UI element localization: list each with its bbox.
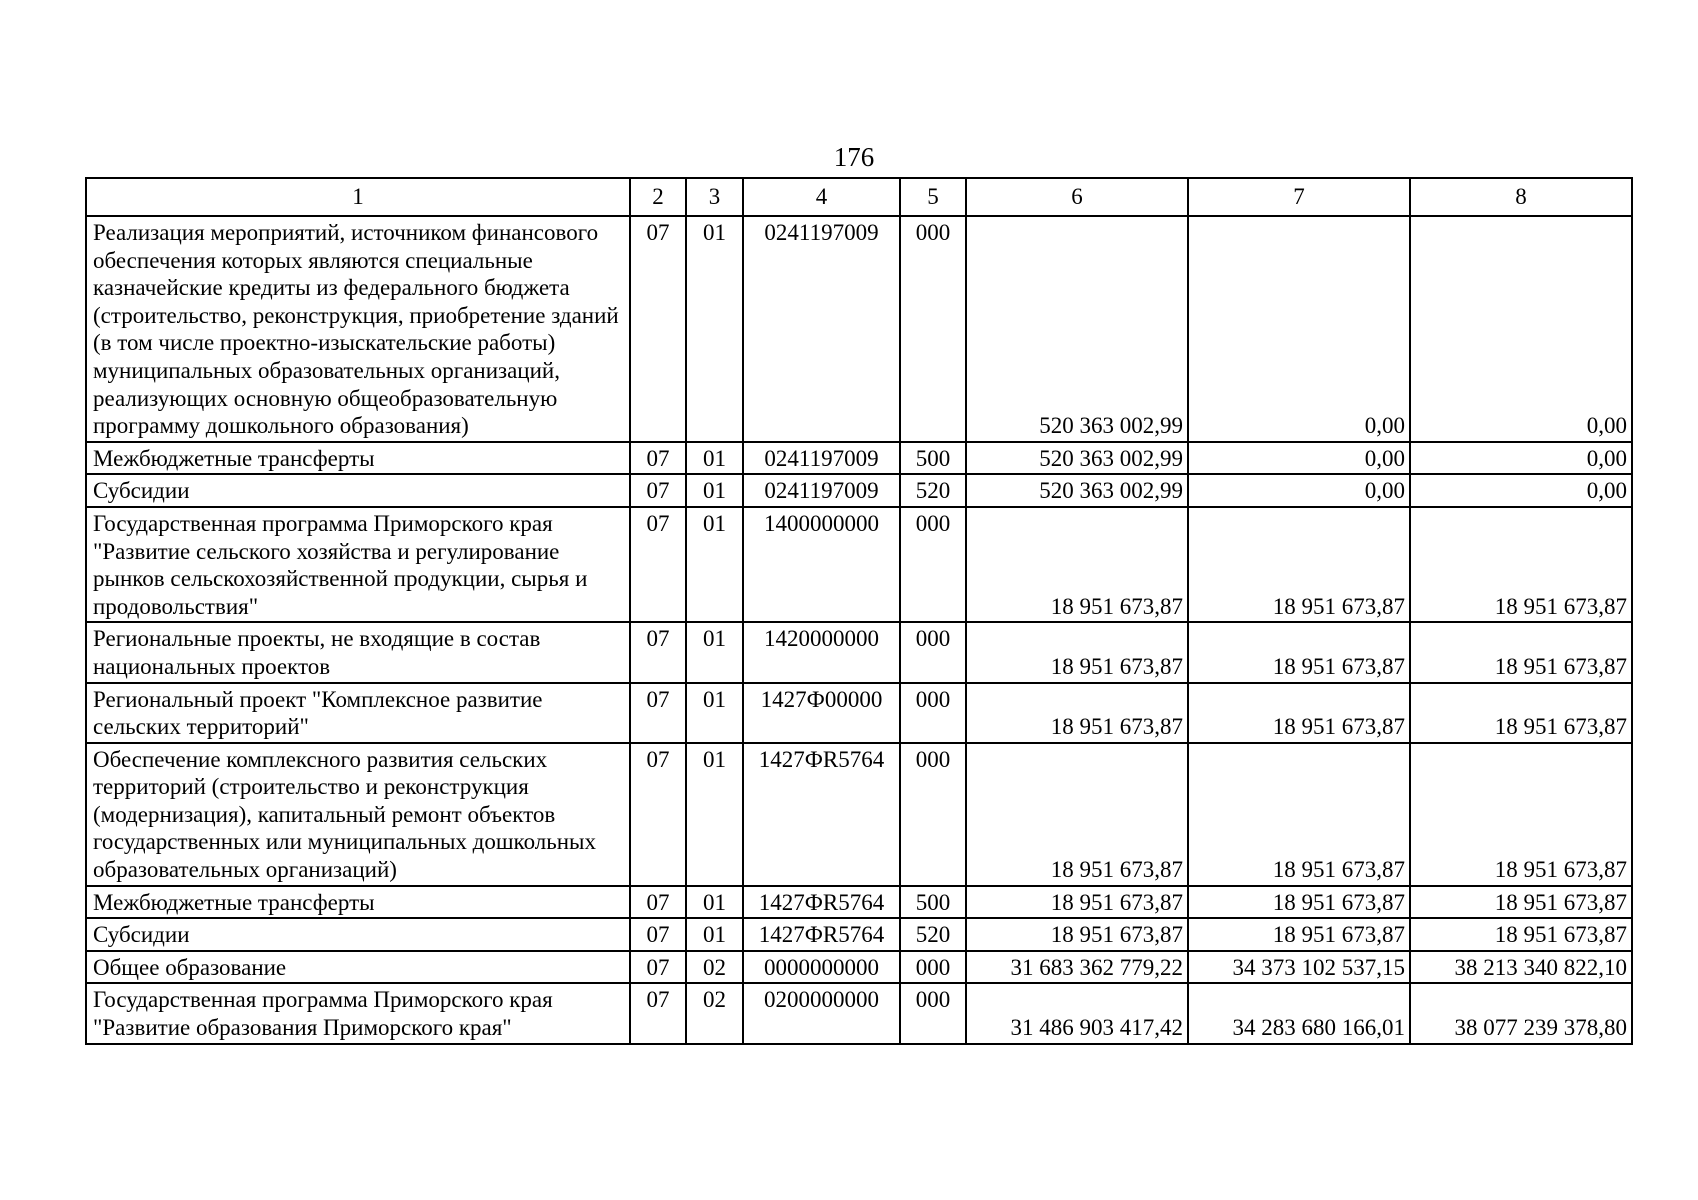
- amount-col-6-cell: 18 951 673,87: [966, 743, 1188, 886]
- table-row: [86, 507, 1632, 622]
- expense-type-code-cell: 000: [900, 683, 966, 743]
- target-article-code-cell: 1427Ф00000: [743, 683, 900, 743]
- expense-type-code-cell: 000: [900, 743, 966, 886]
- expense-type-code-cell: 000: [900, 622, 966, 682]
- row-name-cell: Государственная программа Приморского края "Развитие образования Приморского края": [86, 983, 630, 1043]
- subsection-code-cell: 01: [686, 474, 743, 507]
- table-row: [86, 983, 1632, 1043]
- amount-col-6-cell: 18 951 673,87: [966, 622, 1188, 682]
- amount-col-8-cell: 18 951 673,87: [1410, 507, 1632, 622]
- amount-col-6-cell: 520 363 002,99: [966, 216, 1188, 442]
- section-code-cell: 07: [630, 918, 686, 951]
- row-name-cell: Региональные проекты, не входящие в состав национальных проектов: [86, 622, 630, 682]
- amount-col-6-cell: 31 683 362 779,22: [966, 951, 1188, 984]
- amount-col-7-cell: 0,00: [1188, 216, 1410, 442]
- row-name-cell: Межбюджетные трансферты: [86, 886, 630, 919]
- amount-col-7-cell: 18 951 673,87: [1188, 507, 1410, 622]
- header-cell-col-5: 5: [900, 178, 966, 216]
- amount-col-6-cell: 520 363 002,99: [966, 474, 1188, 507]
- expense-type-code-cell: 000: [900, 507, 966, 622]
- subsection-code-cell: 01: [686, 442, 743, 475]
- section-code-cell: 07: [630, 886, 686, 919]
- table-row: [86, 216, 1632, 442]
- target-article-code-cell: 0000000000: [743, 951, 900, 984]
- header-cell-col-4: 4: [743, 178, 900, 216]
- amount-col-8-cell: 0,00: [1410, 442, 1632, 475]
- amount-col-6-cell: 18 951 673,87: [966, 507, 1188, 622]
- row-name-cell: Обеспечение комплексного развития сельских территорий (строительство и реконструкция (модернизация), капитальный ремонт объектов государственных или муниципальных дошкольных образовательных организаций): [86, 743, 630, 886]
- target-article-code-cell: 1427ФR5764: [743, 743, 900, 886]
- table-body: [86, 178, 1632, 1044]
- amount-col-8-cell: 18 951 673,87: [1410, 886, 1632, 919]
- table-row: [86, 918, 1632, 951]
- amount-col-7-cell: 18 951 673,87: [1188, 683, 1410, 743]
- subsection-code-cell: 01: [686, 683, 743, 743]
- section-code-cell: 07: [630, 507, 686, 622]
- subsection-code-cell: 01: [686, 507, 743, 622]
- header-row: [86, 178, 1632, 216]
- amount-col-6-cell: 18 951 673,87: [966, 683, 1188, 743]
- target-article-code-cell: 0241197009: [743, 216, 900, 442]
- amount-col-8-cell: 38 213 340 822,10: [1410, 951, 1632, 984]
- subsection-code-cell: 01: [686, 743, 743, 886]
- target-article-code-cell: 1427ФR5764: [743, 886, 900, 919]
- amount-col-7-cell: 0,00: [1188, 442, 1410, 475]
- section-code-cell: 07: [630, 622, 686, 682]
- amount-col-7-cell: 0,00: [1188, 474, 1410, 507]
- subsection-code-cell: 02: [686, 951, 743, 984]
- header-cell-col-3: 3: [686, 178, 743, 216]
- section-code-cell: 07: [630, 983, 686, 1043]
- amount-col-7-cell: 34 373 102 537,15: [1188, 951, 1410, 984]
- target-article-code-cell: 0241197009: [743, 474, 900, 507]
- subsection-code-cell: 01: [686, 886, 743, 919]
- target-article-code-cell: 0241197009: [743, 442, 900, 475]
- table-row: [86, 886, 1632, 919]
- section-code-cell: 07: [630, 216, 686, 442]
- section-code-cell: 07: [630, 743, 686, 886]
- table-row: [86, 743, 1632, 886]
- section-code-cell: 07: [630, 683, 686, 743]
- subsection-code-cell: 02: [686, 983, 743, 1043]
- row-name-cell: Общее образование: [86, 951, 630, 984]
- amount-col-6-cell: 18 951 673,87: [966, 918, 1188, 951]
- expense-type-code-cell: 500: [900, 442, 966, 475]
- section-code-cell: 07: [630, 474, 686, 507]
- table-row: [86, 442, 1632, 475]
- amount-col-7-cell: 18 951 673,87: [1188, 918, 1410, 951]
- amount-col-8-cell: 18 951 673,87: [1410, 622, 1632, 682]
- expense-type-code-cell: 520: [900, 918, 966, 951]
- amount-col-8-cell: 18 951 673,87: [1410, 918, 1632, 951]
- target-article-code-cell: 0200000000: [743, 983, 900, 1043]
- expense-type-code-cell: 520: [900, 474, 966, 507]
- expense-type-code-cell: 000: [900, 216, 966, 442]
- expense-type-code-cell: 000: [900, 951, 966, 984]
- expense-type-code-cell: 000: [900, 983, 966, 1043]
- amount-col-6-cell: 18 951 673,87: [966, 886, 1188, 919]
- amount-col-8-cell: 0,00: [1410, 216, 1632, 442]
- table-row: [86, 622, 1632, 682]
- header-cell-col-7: 7: [1188, 178, 1410, 216]
- target-article-code-cell: 1427ФR5764: [743, 918, 900, 951]
- amount-col-8-cell: 38 077 239 378,80: [1410, 983, 1632, 1043]
- amount-col-6-cell: 31 486 903 417,42: [966, 983, 1188, 1043]
- row-name-cell: Государственная программа Приморского края "Развитие сельского хозяйства и регулирование рынков сельскохозяйственной продукции, сырья и продовольствия": [86, 507, 630, 622]
- section-code-cell: 07: [630, 951, 686, 984]
- amount-col-8-cell: 18 951 673,87: [1410, 683, 1632, 743]
- row-name-cell: Реализация мероприятий, источником финансового обеспечения которых являются специальные казначейские кредиты из федерального бюджета (строительство, реконструкция, приобретение зданий (в том числе проектно-изыскательские работы) муниципальных образовательных организаций, реализующих основную общеобразовательную программу дошкольного образования): [86, 216, 630, 442]
- subsection-code-cell: 01: [686, 918, 743, 951]
- table-row: [86, 474, 1632, 507]
- subsection-code-cell: 01: [686, 216, 743, 442]
- amount-col-8-cell: 0,00: [1410, 474, 1632, 507]
- row-name-cell: Региональный проект "Комплексное развитие сельских территорий": [86, 683, 630, 743]
- amount-col-6-cell: 520 363 002,99: [966, 442, 1188, 475]
- row-name-cell: Субсидии: [86, 918, 630, 951]
- expense-type-code-cell: 500: [900, 886, 966, 919]
- budget-table: [85, 177, 1633, 1045]
- header-cell-col-2: 2: [630, 178, 686, 216]
- target-article-code-cell: 1420000000: [743, 622, 900, 682]
- page-number: 176: [833, 142, 875, 172]
- amount-col-7-cell: 18 951 673,87: [1188, 622, 1410, 682]
- row-name-cell: Субсидии: [86, 474, 630, 507]
- table-row: [86, 951, 1632, 984]
- header-cell-col-1: 1: [86, 178, 630, 216]
- amount-col-8-cell: 18 951 673,87: [1410, 743, 1632, 886]
- header-cell-col-8: 8: [1410, 178, 1632, 216]
- amount-col-7-cell: 34 283 680 166,01: [1188, 983, 1410, 1043]
- row-name-cell: Межбюджетные трансферты: [86, 442, 630, 475]
- header-cell-col-6: 6: [966, 178, 1188, 216]
- amount-col-7-cell: 18 951 673,87: [1188, 886, 1410, 919]
- table-row: [86, 683, 1632, 743]
- amount-col-7-cell: 18 951 673,87: [1188, 743, 1410, 886]
- subsection-code-cell: 01: [686, 622, 743, 682]
- section-code-cell: 07: [630, 442, 686, 475]
- target-article-code-cell: 1400000000: [743, 507, 900, 622]
